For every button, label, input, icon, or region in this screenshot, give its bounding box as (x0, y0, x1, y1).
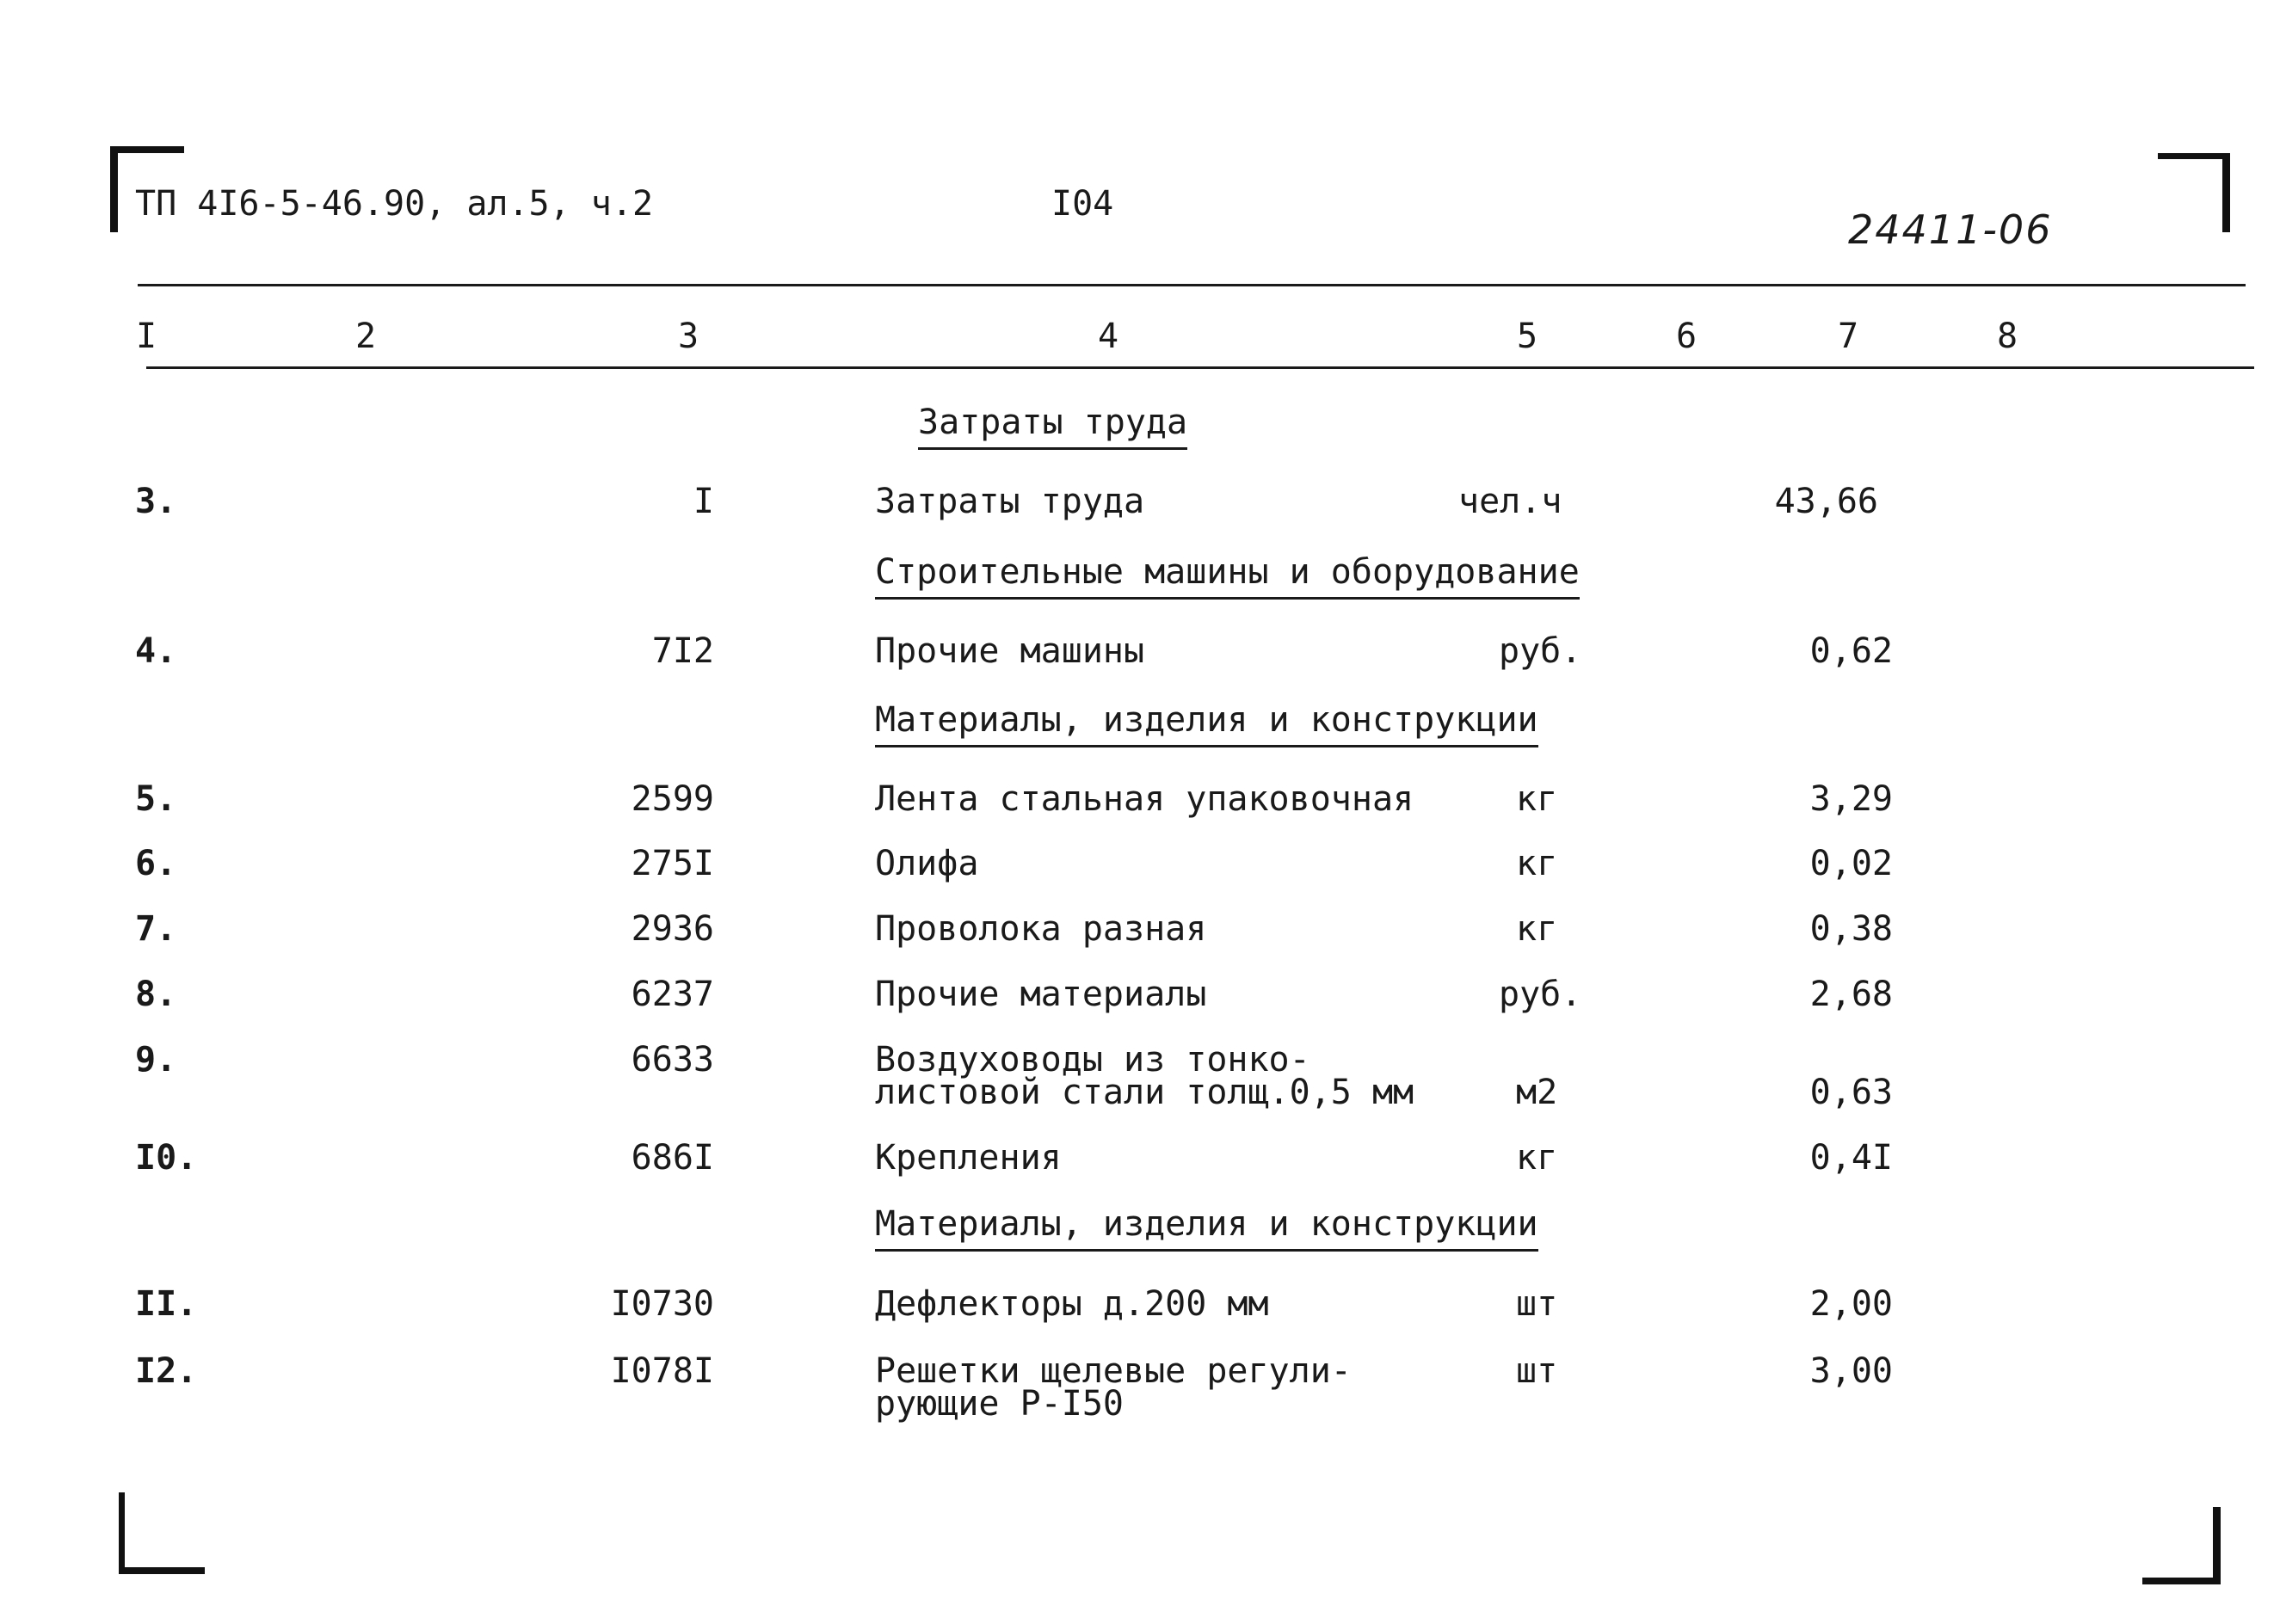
corner-mark-top-right (2222, 153, 2230, 232)
row-name: Лента стальная упаковочная (875, 779, 1414, 819)
column-header-6: 6 (1675, 317, 1698, 356)
column-header-8: 8 (1996, 317, 2018, 356)
row-name: Олифа (875, 844, 979, 883)
row-name: Дефлекторы д.200 мм (875, 1284, 1269, 1324)
row-name-line-1: Воздуховоды из тонко- (875, 1040, 1310, 1080)
row-name: Прочие материалы (875, 975, 1207, 1014)
row-code: 2599 (631, 779, 714, 819)
row-quantity: 0,4I (1809, 1138, 1893, 1178)
row-unit: кг (1516, 909, 1558, 949)
row-quantity: 0,63 (1809, 1073, 1893, 1112)
row-number: I0. (135, 1138, 198, 1178)
column-header-7: 7 (1837, 317, 1859, 356)
corner-mark-bottom-right-h (2142, 1578, 2221, 1584)
column-header-3: 3 (677, 317, 699, 356)
row-code: 275I (631, 844, 714, 883)
corner-mark-bottom-left-h (119, 1567, 205, 1574)
column-header-2: 2 (354, 317, 377, 356)
corner-mark-top-left (110, 146, 118, 232)
row-quantity: 0,02 (1809, 844, 1893, 883)
row-unit: кг (1516, 779, 1558, 819)
page-number: I04 (1051, 184, 1114, 224)
row-code: I0730 (610, 1284, 714, 1324)
row-quantity: 2,00 (1809, 1284, 1893, 1324)
row-number: II. (135, 1284, 198, 1324)
corner-mark-top-left-h (110, 146, 184, 153)
section-heading-materials: Материалы, изделия и конструкции (875, 1204, 1538, 1252)
document-reference: ТП 4I6-5-46.90, ал.5, ч.2 (135, 184, 654, 224)
row-quantity: 3,00 (1809, 1351, 1893, 1391)
row-code: 6237 (631, 975, 714, 1014)
corner-mark-bottom-left (119, 1492, 125, 1574)
row-number: 3. (135, 482, 177, 521)
row-number: 5. (135, 779, 177, 819)
row-quantity: 3,29 (1809, 779, 1893, 819)
row-number: 6. (135, 844, 177, 883)
row-code: I078I (610, 1351, 714, 1391)
row-code: 686I (631, 1138, 714, 1178)
row-number: 8. (135, 975, 177, 1014)
row-unit: кг (1516, 844, 1558, 883)
row-name-line-2: рующие Р-I50 (875, 1384, 1124, 1424)
corner-mark-bottom-right (2213, 1507, 2221, 1584)
row-unit: шт (1516, 1351, 1558, 1391)
row-name: Крепления (875, 1138, 1062, 1178)
table-header-rule (146, 366, 2254, 369)
row-number: I2. (135, 1351, 198, 1391)
row-code: 7I2 (651, 631, 714, 671)
row-quantity: 0,38 (1809, 909, 1893, 949)
row-name: Затраты труда (875, 482, 1145, 521)
row-name-line-2: листовой стали толщ.0,5 мм (875, 1073, 1414, 1112)
corner-mark-top-right-h (2158, 153, 2230, 159)
row-quantity: 43,66 (1774, 482, 1878, 521)
row-name-line-1: Решетки щелевые регули- (875, 1351, 1352, 1391)
row-quantity: 0,62 (1809, 631, 1893, 671)
row-unit: руб. (1499, 631, 1582, 671)
row-code: 2936 (631, 909, 714, 949)
section-heading-labor: Затраты труда (918, 403, 1187, 450)
column-header-4: 4 (1097, 317, 1119, 356)
row-code: 6633 (631, 1040, 714, 1080)
row-unit: кг (1516, 1138, 1558, 1178)
row-unit: чел.ч (1458, 482, 1562, 521)
row-unit: шт (1516, 1284, 1558, 1324)
row-code: I (693, 482, 714, 521)
row-unit: м2 (1516, 1073, 1558, 1112)
column-header-1: I (135, 317, 157, 356)
row-number: 7. (135, 909, 177, 949)
row-name: Прочие машины (875, 631, 1145, 671)
row-number: 9. (135, 1040, 177, 1080)
row-unit: руб. (1499, 975, 1582, 1014)
column-header-5: 5 (1516, 317, 1538, 356)
section-heading-machines: Строительные машины и оборудование (875, 552, 1580, 600)
row-name: Проволока разная (875, 909, 1207, 949)
row-quantity: 2,68 (1809, 975, 1893, 1014)
table-top-rule (138, 284, 2246, 286)
row-number: 4. (135, 631, 177, 671)
section-heading-materials: Материалы, изделия и конструкции (875, 700, 1538, 747)
handwritten-number: 24411-06 (1848, 206, 2053, 253)
